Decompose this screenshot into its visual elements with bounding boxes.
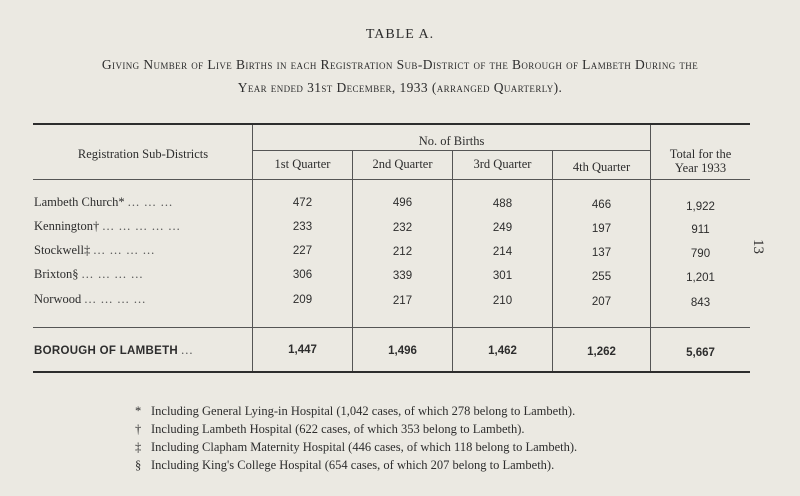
footnote-symbol: § (135, 458, 142, 472)
cell-q1: 227 (292, 245, 313, 257)
cell-total: 790 (690, 248, 711, 260)
total-top-rule (33, 327, 750, 328)
cell-q4: 466 (591, 199, 612, 211)
header-bottom-rule (33, 179, 750, 180)
row-name: Lambeth Church* (34, 195, 125, 209)
total-row-name: BOROUGH OF LAMBETH (34, 345, 179, 357)
table-heading-line2: Year ended 31st December, 1933 (arranged Quarterly). (237, 80, 563, 95)
footnote-text: Including King's College Hospital (654 cases, of which 207 belong to Lambeth). (151, 458, 555, 472)
cell-q3: 210 (492, 295, 513, 307)
cell-total: 911 (691, 224, 710, 236)
header-q1: 1st Quarter (274, 157, 331, 171)
total-q3: 1,462 (488, 345, 517, 357)
footnote-text: Including Lambeth Hospital (622 cases, of which 353 belong to Lambeth). (151, 422, 525, 436)
cell-q4: 255 (591, 271, 612, 283)
row-leader-dots: ... ... ... ... (93, 243, 156, 257)
header-sub-districts: Registration Sub-Districts (77, 147, 209, 161)
cell-q2: 496 (392, 197, 413, 209)
table-top-rule (33, 123, 750, 125)
total-q4: 1,262 (587, 346, 616, 358)
cell-q4: 207 (591, 296, 612, 308)
cell-q2: 232 (392, 222, 413, 234)
total-q2: 1,496 (388, 345, 417, 357)
row-leader-dots: ... (181, 343, 194, 357)
cell-q3: 488 (492, 198, 513, 210)
cell-q3: 214 (492, 246, 513, 258)
col-divider-2 (352, 150, 353, 371)
header-no-of-births: No. of Births (418, 134, 485, 148)
page-number: 13 (750, 239, 766, 254)
row-name: Kennington† (34, 219, 100, 233)
cell-q2: 212 (392, 246, 413, 258)
cell-q2: 339 (392, 270, 413, 282)
table-bottom-rule (33, 371, 750, 373)
cell-q3: 249 (492, 222, 513, 234)
cell-q3: 301 (492, 270, 513, 282)
footnote (135, 440, 577, 455)
footnote-symbol: ‡ (135, 440, 142, 454)
footnote (135, 458, 554, 473)
cell-q1: 306 (292, 269, 313, 281)
footnote-text: Including General Lying-in Hospital (1,042 cases, of which 278 belong to Lambeth). (151, 404, 576, 418)
row-leader-dots: ... ... ... (127, 195, 174, 209)
table-label: TABLE A. (365, 27, 435, 42)
row-leader-dots: ... ... ... ... (84, 292, 147, 306)
cell-q4: 197 (591, 223, 612, 235)
cell-total: 843 (690, 297, 711, 309)
header-total-line1: Total for the (669, 147, 732, 161)
table-heading-line1: Giving Number of Live Births in each Registration Sub-District of the Borough of Lambeth During the (101, 57, 699, 72)
cell-q1: 209 (292, 294, 313, 306)
row-leader-dots: ... ... ... ... ... (102, 219, 181, 233)
col-divider-4 (552, 150, 553, 371)
col-divider-3 (452, 150, 453, 371)
footnote (135, 404, 575, 419)
cell-q2: 217 (392, 295, 413, 307)
row-name: Norwood (34, 292, 82, 306)
row-name: Brixton§ (34, 267, 79, 281)
header-total-line2: Year 1933 (674, 161, 727, 175)
row-leader-dots: ... ... ... ... (81, 267, 144, 281)
cell-q1: 472 (292, 197, 313, 209)
cell-q1: 233 (292, 221, 313, 233)
footnote-text: Including Clapham Maternity Hospital (446 cases, of which 118 belong to Lambeth). (151, 440, 578, 454)
cell-q4: 137 (591, 247, 612, 259)
header-q3: 3rd Quarter (473, 157, 532, 171)
total-grand: 5,667 (686, 347, 715, 359)
cell-total: 1,922 (686, 201, 715, 213)
footnote (135, 422, 525, 437)
header-q4: 4th Quarter (572, 160, 631, 174)
footnote-symbol: † (135, 422, 142, 436)
total-q1: 1,447 (288, 344, 317, 356)
row-name: Stockwell‡ (34, 243, 91, 257)
footnote-symbol: * (135, 404, 142, 418)
header-q2: 2nd Quarter (372, 157, 433, 171)
cell-total: 1,201 (686, 272, 715, 284)
